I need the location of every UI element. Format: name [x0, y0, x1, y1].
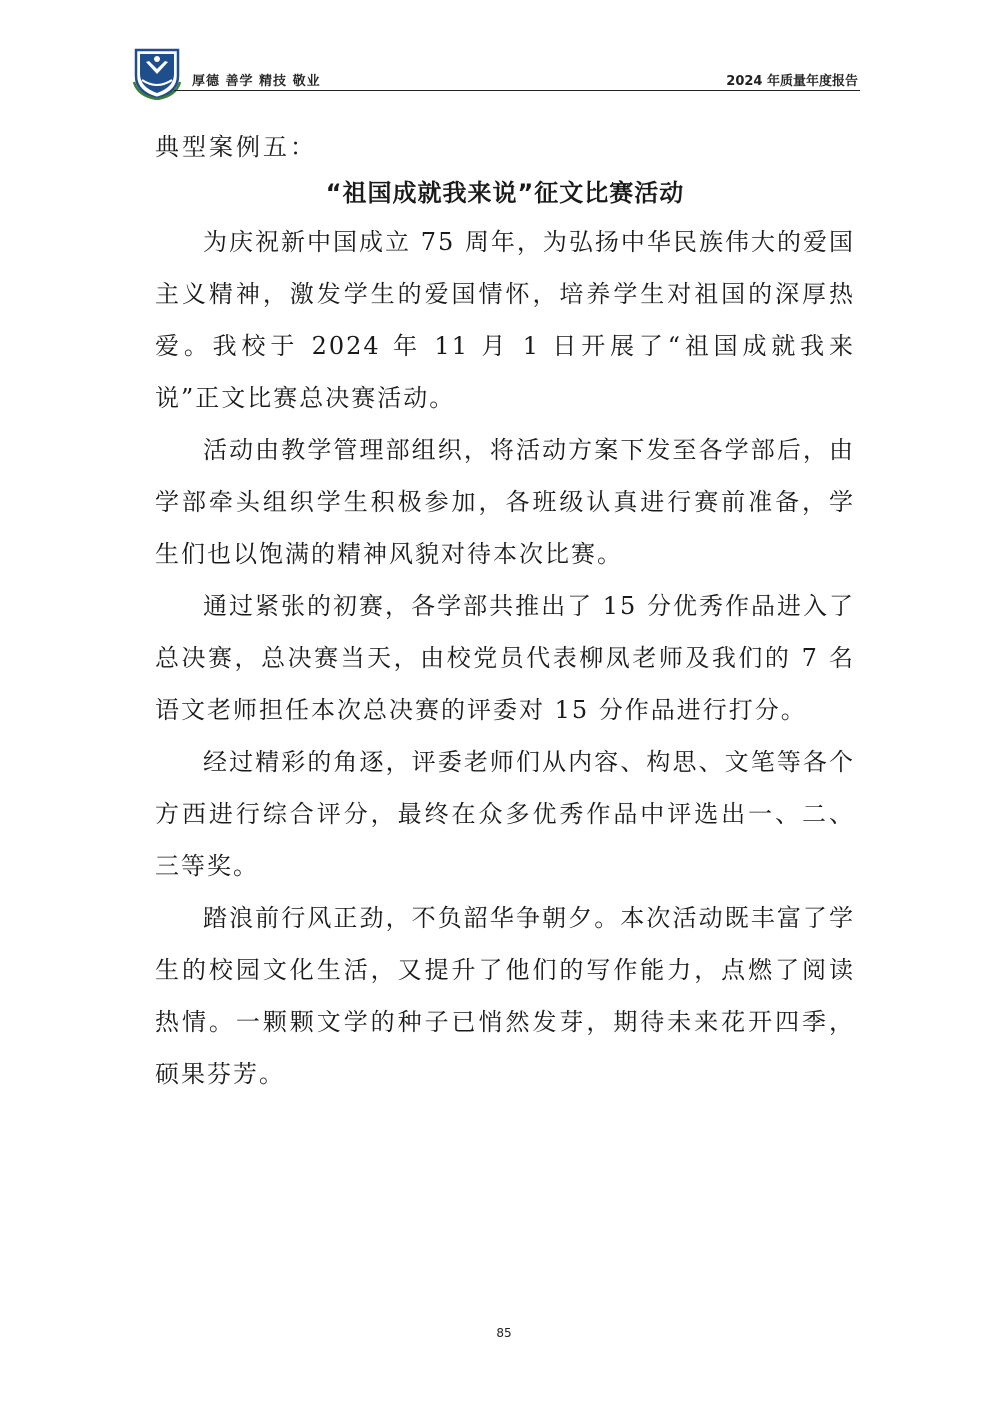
school-motto: 厚德 善学 精技 敬业: [192, 74, 321, 89]
paragraph: 踏浪前行风正劲，不负韶华争朝夕。本次活动既丰富了学生的校园文化生活，又提升了他们的写作能力，点燃了阅读热情。一颗颗文学的种子已悄然发芽，期待未来花开四季，硕果芬芳。: [155, 904, 855, 1088]
paragraph: 通过紧张的初赛，各学部共推出了 15 分优秀作品进入了总决赛，总决赛当天，由校党员代表柳凤老师及我们的 7 名语文老师担任本次总决赛的评委对 15 分作品进行打分。: [155, 592, 855, 724]
paragraph: 经过精彩的角逐，评委老师们从内容、构思、文笔等各个方西进行综合评分，最终在众多优秀作品中评选出一、二、三等奖。: [155, 748, 855, 880]
document-title: “祖国成就我来说”征文比赛活动: [325, 179, 685, 207]
document-body: [155, 124, 855, 1100]
school-crest-icon: [132, 46, 182, 100]
paragraph: 活动由教学管理部组织，将活动方案下发至各学部后，由学部牵头组织学生积极参加，各班级认真进行赛前准备，学生们也以饱满的精神风貌对待本次比赛。: [155, 436, 855, 568]
report-title: 2024 年质量年度报告: [726, 74, 858, 89]
paragraph: 为庆祝新中国成立 75 周年，为弘扬中华民族伟大的爱国主义精神，激发学生的爱国情怀，培养学生对祖国的深厚热爱。我校于 2024 年 11 月 1 日开展了“祖国成就我来说”正文比赛总决赛活动。: [155, 228, 855, 412]
page-header: [130, 44, 860, 100]
page-number: 85: [496, 1326, 512, 1340]
header-divider: [174, 90, 860, 91]
case-label: 典型案例五：: [155, 133, 317, 161]
